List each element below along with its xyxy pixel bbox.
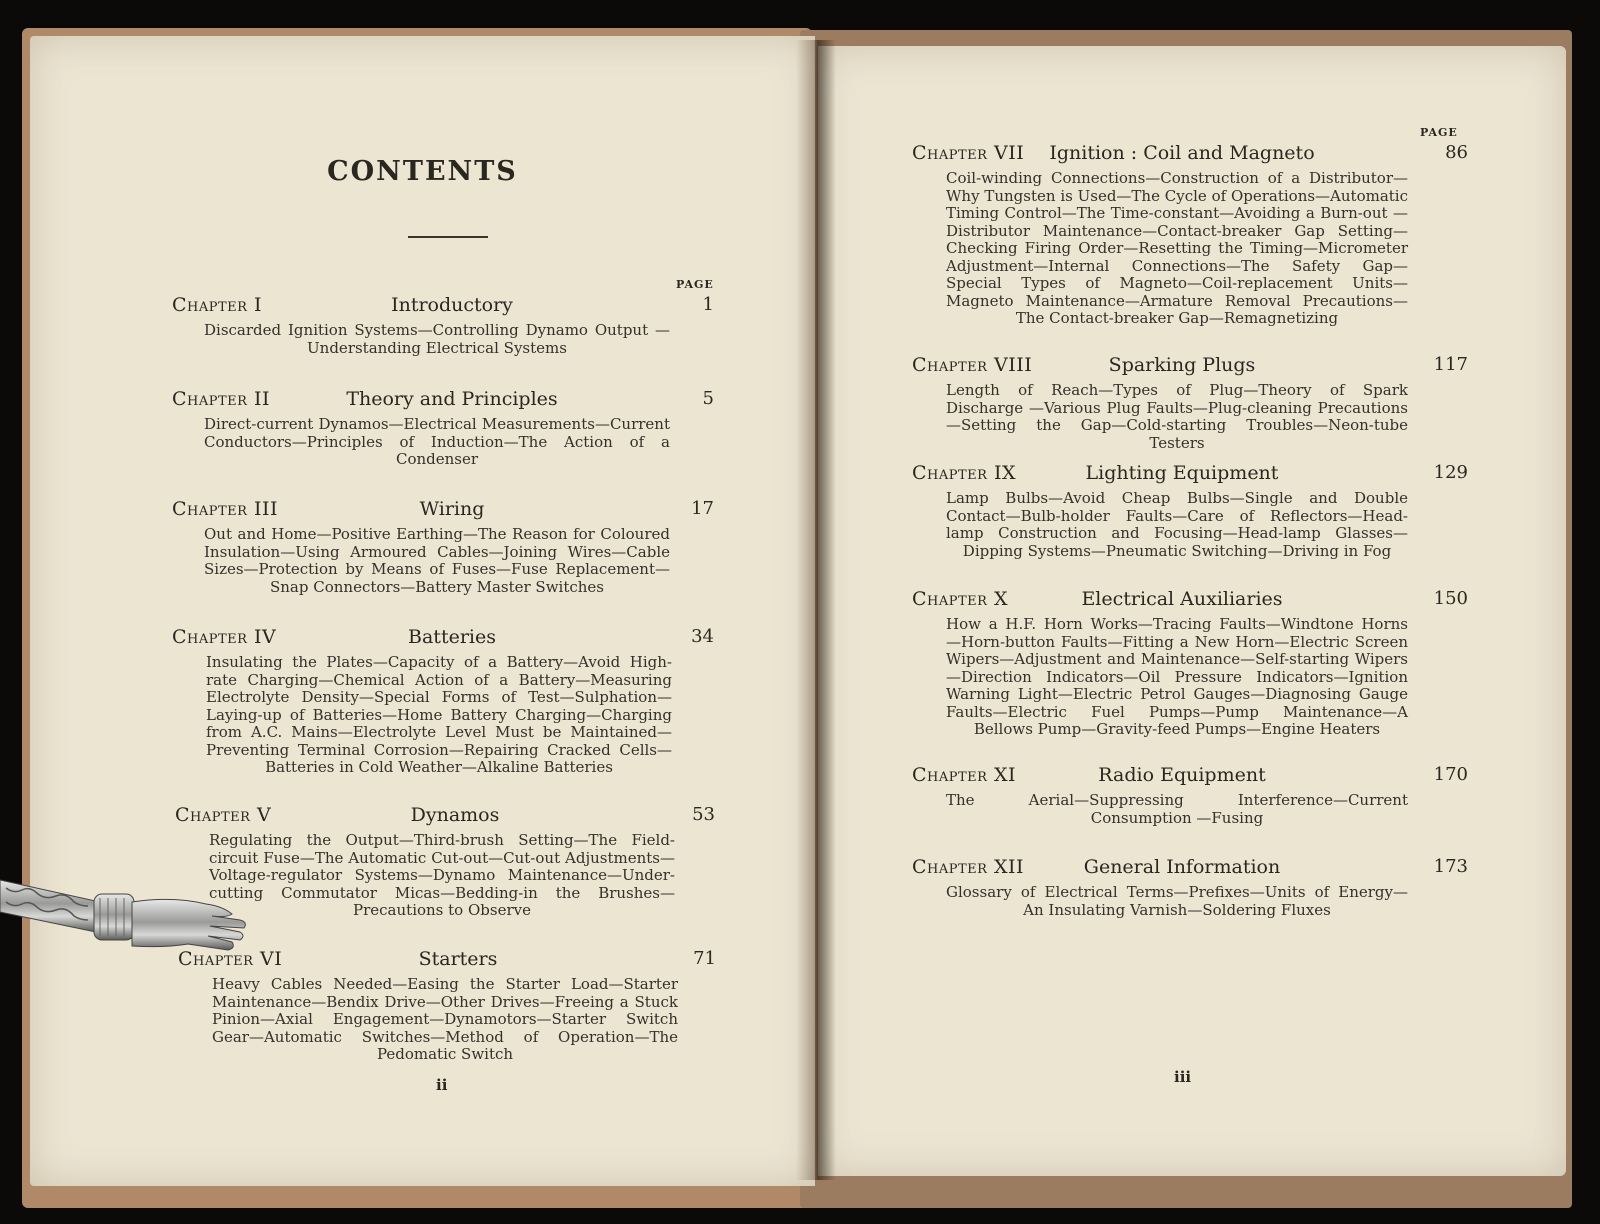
chapter-summary: Discarded Ignition Systems—Controlling Dynamo Output —Understanding Electrical Systems xyxy=(204,321,670,357)
chapter-entry[interactable] xyxy=(912,462,1468,560)
chapter-label: Chapter IV xyxy=(172,626,277,648)
chapter-page: 53 xyxy=(692,804,715,825)
chapter-title: Dynamos xyxy=(410,804,500,826)
chapter-label: Chapter XI xyxy=(912,764,1017,786)
chapter-page: 173 xyxy=(1433,856,1468,877)
chapter-title: Starters xyxy=(418,948,498,970)
chapter-page: 1 xyxy=(702,294,714,315)
chapter-title: Radio Equipment xyxy=(1098,764,1266,786)
chapter-summary: How a H.F. Horn Works—Tracing Faults—Windtone Horns —Horn-button Faults—Fitting a New Horn—Electric Screen Wipers—Adjustment and Maintenance—Self-starting Wipers —Direction Indicators—Oil Pressure Indicators—Ignition Warning Light—Electric Petrol Gauges—Diagnosing Gauge Faults—Electric Fuel Pumps—Pump Maintenance—A Bellows Pump—Gravity-feed Pumps—Engine Heaters xyxy=(946,615,1408,738)
chapter-title: Lighting Equipment xyxy=(1085,462,1279,484)
chapter-label: Chapter VIII xyxy=(912,354,1033,376)
heading-rule xyxy=(408,236,488,238)
right-page xyxy=(818,46,1566,1176)
chapter-summary: Direct-current Dynamos—Electrical Measurements—Current Conductors—Principles of Induction—The Action of a Condenser xyxy=(204,415,670,468)
chapter-summary: Coil-winding Connections—Construction of a Distributor— Why Tungsten is Used—The Cycle of Operations—Automatic Timing Control—The Time-constant—Avoiding a Burn-out —Distributor Maintenance—Contact-breaker Gap Setting— Checking Firing Order—Resetting the Timing—Micrometer Adjustment—Internal Connections—The Safety Gap—Special Types of Magneto—Coil-replacement Units—Magneto Maintenance—Armature Removal Precautions—The Contact-breaker Gap—Remagnetizing xyxy=(946,169,1408,327)
page-number-ii: ii xyxy=(436,1076,448,1094)
left-page xyxy=(30,36,815,1186)
book-spine-gutter xyxy=(796,40,836,1180)
chapter-entry[interactable] xyxy=(178,948,716,1064)
chapter-summary: Out and Home—Positive Earthing—The Reason for Coloured Insulation—Using Armoured Cables—Joining Wires—Cable Sizes—Protection by Means of Fuses—Fuse Replacement— Snap Connectors—Battery Master Switches xyxy=(204,525,670,596)
chapter-entry[interactable] xyxy=(172,498,714,596)
chapter-label: Chapter XII xyxy=(912,856,1025,878)
chapter-entry[interactable] xyxy=(912,764,1468,827)
chapter-page: 71 xyxy=(693,948,716,969)
chapter-label: Chapter X xyxy=(912,588,1009,610)
chapter-title: Theory and Principles xyxy=(346,388,558,410)
chapter-summary: Regulating the Output—Third-brush Setting—The Field-circuit Fuse—The Automatic Cut-out—Cut-out Adjustments— Voltage-regulator Systems—Dynamo Maintenance—Under-cutting Commutator Micas—Bedding-in the Brushes— Precautions to Observe xyxy=(209,831,675,919)
chapter-title: General Information xyxy=(1083,856,1281,878)
chapter-label: Chapter I xyxy=(172,294,263,316)
chapter-title: Sparking Plugs xyxy=(1108,354,1256,376)
silver-hand-bookmark xyxy=(0,868,270,960)
chapter-title: Batteries xyxy=(408,626,496,648)
chapter-label: Chapter IX xyxy=(912,462,1017,484)
chapter-label: Chapter III xyxy=(172,498,279,520)
chapter-page: 129 xyxy=(1433,462,1468,483)
chapter-label: Chapter V xyxy=(175,804,272,826)
chapter-page: 150 xyxy=(1433,588,1468,609)
page-column-label: PAGE xyxy=(676,278,714,291)
chapter-summary: Insulating the Plates—Capacity of a Battery—Avoid High-rate Charging—Chemical Action of a Battery—Measuring Electrolyte Density—Special Forms of Test—Sulphation— Laying-up of Batteries—Home Battery Charging—Charging from A.C. Mains—Electrolyte Level Must be Maintained— Preventing Terminal Corrosion—Repairing Cracked Cells— Batteries in Cold Weather—Alkaline Batteries xyxy=(206,653,672,776)
chapter-label: Chapter VII xyxy=(912,142,1025,164)
chapter-page: 17 xyxy=(691,498,714,519)
chapter-entry[interactable] xyxy=(172,388,714,469)
chapter-page: 5 xyxy=(702,388,714,409)
chapter-summary: Glossary of Electrical Terms—Prefixes—Units of Energy— An Insulating Varnish—Soldering Fluxes xyxy=(946,883,1408,919)
chapter-entry[interactable] xyxy=(172,294,714,357)
chapter-title: Introductory xyxy=(391,294,513,316)
chapter-entry[interactable] xyxy=(912,142,1468,328)
chapter-label: Chapter VI xyxy=(178,948,283,970)
chapter-page: 170 xyxy=(1433,764,1468,785)
chapter-title: Electrical Auxiliaries xyxy=(1081,588,1283,610)
page-column-label: PAGE xyxy=(1420,126,1458,139)
chapter-entry[interactable] xyxy=(912,856,1468,919)
chapter-title: Wiring xyxy=(419,498,485,520)
chapter-entry[interactable] xyxy=(912,354,1468,452)
chapter-entry[interactable] xyxy=(172,626,714,777)
chapter-title: Ignition : Coil and Magneto xyxy=(1049,142,1315,164)
chapter-summary: The Aerial—Suppressing Interference—Current Consumption —Fusing xyxy=(946,791,1408,827)
chapter-summary: Length of Reach—Types of Plug—Theory of Spark Discharge —Various Plug Faults—Plug-cleaning Precautions—Setting the Gap—Cold-starting Troubles—Neon-tube Testers xyxy=(946,381,1408,452)
chapter-summary: Lamp Bulbs—Avoid Cheap Bulbs—Single and Double Contact—Bulb-holder Faults—Care of Reflectors—Head-lamp Construction and Focusing—Head-lamp Glasses—Dipping Systems—Pneumatic Switching—Driving in Fog xyxy=(946,489,1408,560)
chapter-label: Chapter II xyxy=(172,388,271,410)
chapter-page: 117 xyxy=(1433,354,1468,375)
chapter-summary: Heavy Cables Needed—Easing the Starter Load—Starter Maintenance—Bendix Drive—Other Drives—Freeing a Stuck Pinion—Axial Engagement—Dynamotors—Starter Switch Gear—Automatic Switches—Method of Operation—The Pedomatic Switch xyxy=(212,975,678,1063)
chapter-entry[interactable] xyxy=(912,588,1468,739)
contents-heading: CONTENTS xyxy=(327,156,518,187)
chapter-page: 34 xyxy=(691,626,714,647)
chapter-page: 86 xyxy=(1445,142,1468,163)
page-number-iii: iii xyxy=(1174,1068,1192,1086)
